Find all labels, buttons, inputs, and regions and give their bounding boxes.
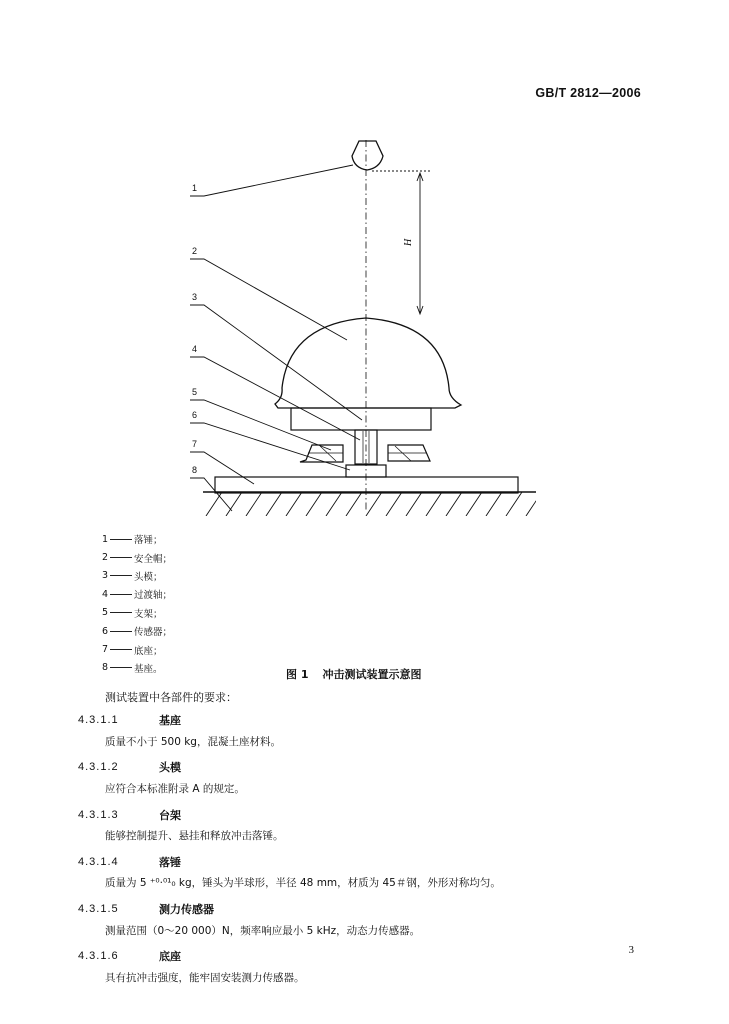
- legend-number: 1: [101, 533, 108, 545]
- callout-7: 7: [192, 439, 198, 449]
- legend-name: 基座。: [134, 663, 163, 675]
- callout-3: 3: [192, 292, 198, 302]
- figure-legend: [100, 530, 172, 677]
- legend-item: [100, 530, 172, 548]
- legend-name: 过渡轴；: [134, 590, 173, 602]
- clause-body: 测量范围（0～20 000）N，频率响应最小 5 kHz，动态力传感器。: [105, 924, 421, 937]
- legend-dash: [110, 667, 132, 668]
- clause-title: 头模: [159, 761, 181, 775]
- legend-number: 3: [101, 570, 108, 582]
- clause-heading: [78, 710, 501, 730]
- page-number: 3: [628, 944, 634, 956]
- callout-leaders: [190, 165, 362, 511]
- clause: [78, 852, 501, 899]
- clause-list: [78, 710, 501, 994]
- clause-heading: [78, 946, 501, 966]
- clause-number: 4.3.1.6: [78, 950, 119, 963]
- clause: [78, 710, 501, 757]
- clause-number: 4.3.1.3: [78, 808, 119, 821]
- legend-dash: [110, 557, 132, 558]
- legend-number: 2: [101, 552, 108, 564]
- callout-6: 6: [192, 410, 198, 420]
- clause-title: 测力传感器: [159, 903, 214, 917]
- legend-dash: [110, 612, 132, 613]
- legend-dash: [110, 649, 132, 650]
- clause: [78, 757, 501, 804]
- dimension-label: H: [403, 238, 414, 246]
- clause-number: 4.3.1.4: [78, 855, 119, 868]
- legend-item: [100, 548, 172, 566]
- clause-number: 4.3.1.2: [78, 761, 119, 774]
- safety-helmet: [275, 318, 461, 408]
- legend-item: [100, 640, 172, 658]
- clause-title: 落锤: [159, 855, 181, 869]
- drop-hammer: [352, 141, 383, 170]
- clause-heading: [78, 899, 501, 919]
- standard-code: GB/T 2812—2006: [535, 86, 641, 100]
- callout-1: 1: [192, 183, 198, 193]
- legend-name: 落锤；: [134, 535, 163, 547]
- legend-number: 6: [101, 625, 108, 637]
- legend-dash: [110, 539, 132, 540]
- callout-5: 5: [192, 387, 198, 397]
- clause-title: 底座: [159, 950, 181, 964]
- clause-number: 4.3.1.1: [78, 714, 119, 726]
- legend-name: 底座；: [134, 645, 163, 657]
- clause: [78, 805, 501, 852]
- legend-number: 8: [101, 662, 108, 674]
- drop-height-dimension: [372, 171, 432, 314]
- legend-item: [100, 604, 172, 622]
- clause-body: 能够控制提升、悬挂和释放冲击落锤。: [105, 830, 284, 843]
- clause-title: 基座: [159, 714, 181, 727]
- clause-body: 具有抗冲击强度，能牢固安装测力传感器。: [105, 971, 305, 984]
- intro-paragraph: 测试装置中各部件的要求：: [105, 691, 237, 704]
- legend-dash: [110, 575, 132, 576]
- legend-item: [100, 567, 172, 585]
- legend-dash: [110, 594, 132, 595]
- clause-heading: [78, 757, 501, 777]
- legend-number: 7: [101, 644, 108, 656]
- figure-title: 冲击测试装置示意图: [322, 668, 422, 681]
- clause-heading: [78, 852, 501, 872]
- callout-8: 8: [192, 465, 198, 475]
- callout-4: 4: [192, 344, 198, 354]
- clause-number: 4.3.1.5: [78, 903, 119, 916]
- figure-caption: [286, 666, 421, 682]
- support-bracket: [300, 445, 430, 462]
- figure-number: 图 1: [286, 668, 309, 681]
- legend-dash: [110, 631, 132, 632]
- legend-name: 传感器；: [134, 627, 173, 639]
- clause-title: 台架: [159, 808, 181, 822]
- clause-heading: [78, 805, 501, 825]
- legend-number: 5: [101, 607, 108, 619]
- ground-hatching: [206, 492, 542, 516]
- clause-body: 应符合本标准附录 A 的规定。: [105, 782, 245, 795]
- legend-item: [100, 585, 172, 603]
- clause: [78, 946, 501, 993]
- legend-item: [100, 659, 172, 677]
- base-plate: [215, 477, 518, 493]
- clause-body: 质量不小于 500 kg，混凝土座材料。: [105, 735, 281, 748]
- clause: [78, 899, 501, 946]
- legend-item: [100, 622, 172, 640]
- legend-name: 安全帽；: [134, 553, 173, 565]
- callout-2: 2: [192, 246, 198, 256]
- legend-number: 4: [101, 588, 108, 600]
- clause-body: 质量为 5 ⁺⁰·⁰¹₀ kg，锤头为半球形，半径 48 mm，材质为 45＃钢，外形对称均匀。: [105, 877, 501, 890]
- legend-name: 头模；: [134, 571, 163, 583]
- legend-name: 支架；: [134, 608, 163, 620]
